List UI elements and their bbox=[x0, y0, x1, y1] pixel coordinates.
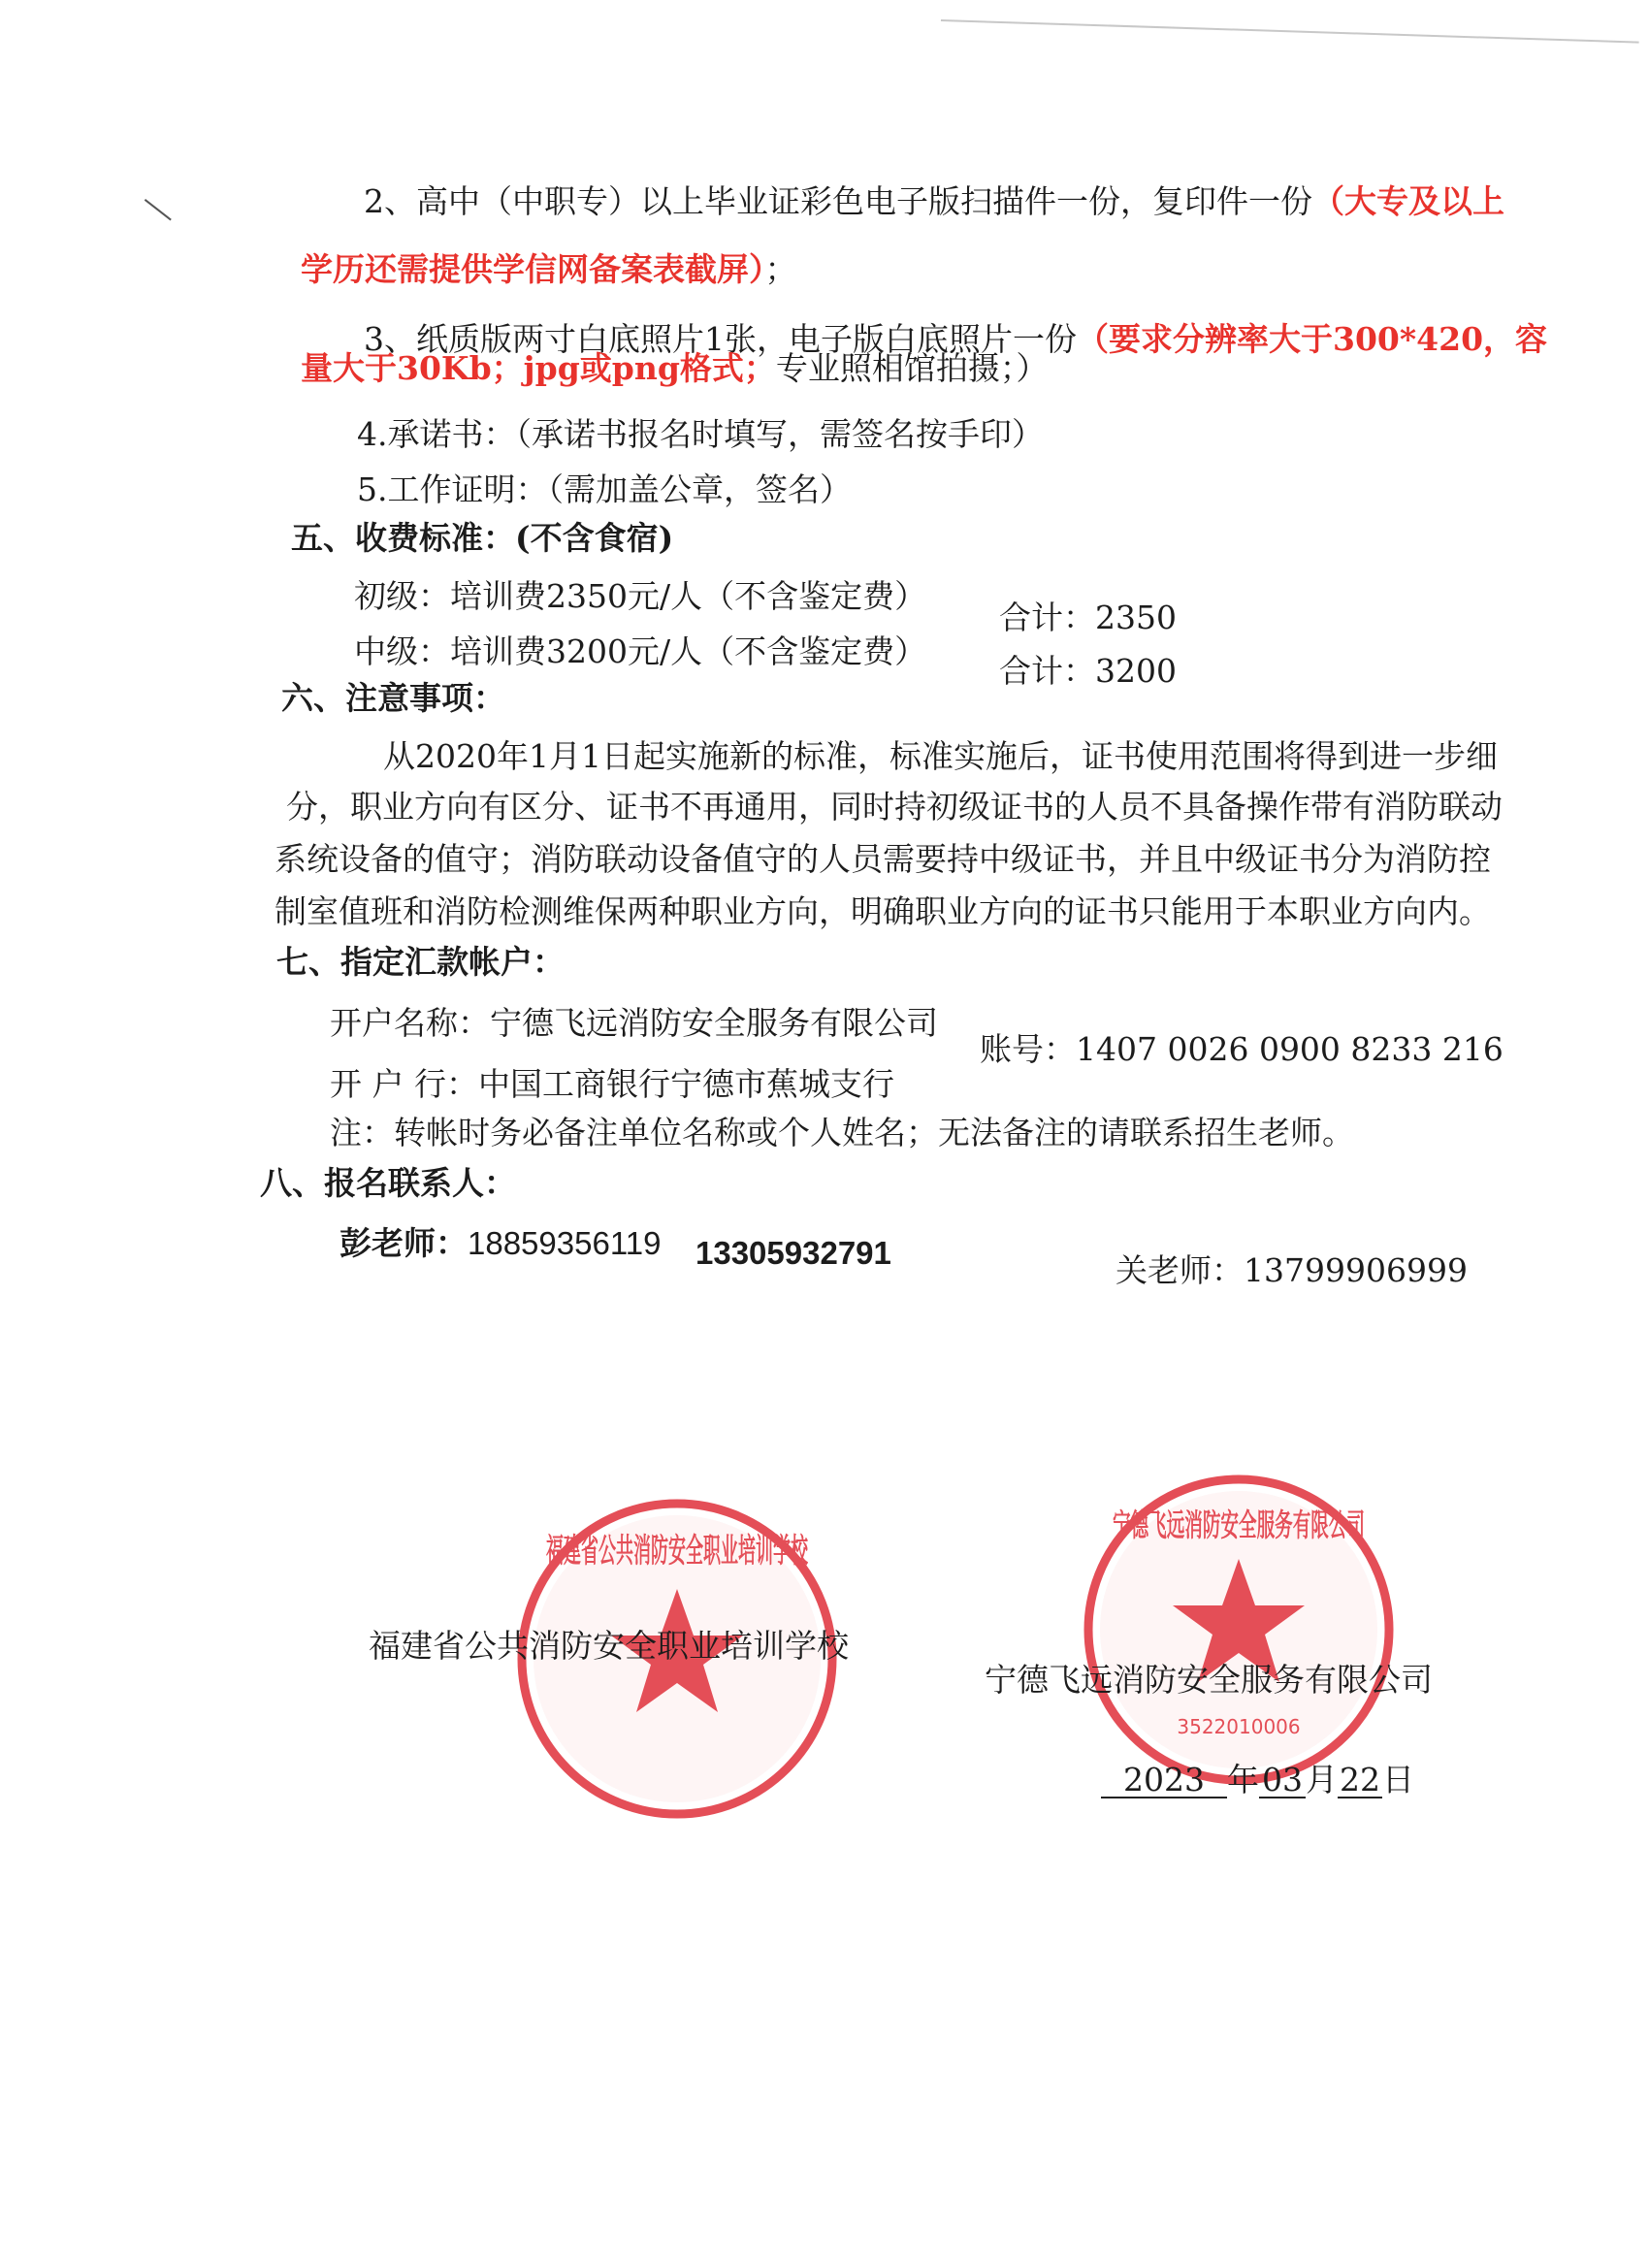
notice-line-4: 制室值班和消防检测维保两种职业方向，明确职业方向的证书只能用于本职业方向内。 bbox=[275, 892, 1491, 930]
company-stamp-text: 宁德飞远消防安全服务有限公司 bbox=[1113, 1507, 1365, 1543]
scan-mark bbox=[145, 199, 172, 221]
sign-date bbox=[1101, 1761, 1414, 1799]
item2-end: ； bbox=[764, 250, 797, 288]
item2-red-note: （大专及以上 bbox=[1312, 182, 1504, 220]
item3-line2 bbox=[301, 349, 1048, 388]
item5-line: 5.工作证明：（需加盖公章，签名） bbox=[357, 470, 852, 508]
date-month: 03 bbox=[1259, 1764, 1306, 1798]
item3-red-note-cont: 量大于30Kb；jpg或png格式； bbox=[301, 349, 776, 387]
fees-heading: 五、收费标准：(不含食宿) bbox=[291, 519, 674, 557]
contact-peng-label: 彭老师： bbox=[340, 1224, 468, 1262]
date-day: 22 bbox=[1340, 1761, 1380, 1798]
item4-line: 4.承诺书：（承诺书报名时填写，需签名按手印） bbox=[357, 415, 1044, 453]
account-name: 开户名称：宁德飞远消防安全服务有限公司 bbox=[330, 1004, 938, 1042]
notice-line-3: 系统设备的值守；消防联动设备值守的人员需要持中级证书，并且中级证书分为消防控 bbox=[275, 840, 1491, 878]
date-year-suffix: 年 bbox=[1227, 1761, 1259, 1798]
contact-peng-phone2: 13305932791 bbox=[695, 1235, 891, 1271]
item3-red-note: （要求分辨率大于300*420，容 bbox=[1077, 320, 1548, 358]
contact-peng bbox=[340, 1224, 661, 1263]
item2-text: 2、高中（中职专）以上毕业证彩色电子版扫描件一份，复印件一份 bbox=[364, 182, 1312, 220]
account-heading: 七、指定汇款帐户： bbox=[276, 943, 565, 981]
item3-end: 专业照相馆拍摄；） bbox=[775, 349, 1049, 387]
notice-line-1: 从2020年1月1日起实施新的标准，标准实施后，证书使用范围将得到进一步细 bbox=[383, 737, 1498, 775]
notice-line-2: 分，职业方向有区分、证书不再通用，同时持初级证书的人员不具备操作带有消防联动 bbox=[286, 788, 1503, 826]
fee-junior-total: 合计：2350 bbox=[999, 599, 1177, 636]
company-stamp-code: 3522010006 bbox=[1177, 1715, 1301, 1738]
account-number: 账号：1407 0026 0900 8233 216 bbox=[980, 1030, 1504, 1068]
scan-edge-line bbox=[941, 19, 1639, 44]
account-bank: 开 户 行：中国工商银行宁德市蕉城支行 bbox=[330, 1065, 894, 1103]
contact-guan-text: 关老师：13799906999 bbox=[1116, 1251, 1468, 1289]
date-month-suffix: 月 bbox=[1306, 1761, 1338, 1798]
fee-junior: 初级：培训费2350元/人（不含鉴定费） bbox=[354, 577, 927, 615]
fee-middle: 中级：培训费3200元/人（不含鉴定费） bbox=[354, 632, 927, 670]
contacts-heading: 八、报名联系人： bbox=[260, 1164, 516, 1202]
item2-line1 bbox=[364, 182, 1504, 221]
fee-middle-total: 合计：3200 bbox=[999, 652, 1177, 690]
contact-guan bbox=[1116, 1251, 1468, 1290]
school-stamp-text: 福建省公共消防安全职业培训学校 bbox=[546, 1532, 809, 1571]
date-year: 2023 bbox=[1101, 1764, 1227, 1798]
company-stamp bbox=[1079, 1470, 1399, 1790]
item2-red-note-cont: 学历还需提供学信网备案表截屏） bbox=[301, 250, 765, 288]
date-day-suffix: 日 bbox=[1382, 1761, 1414, 1798]
contact-peng-phone1: 18859356119 bbox=[468, 1225, 662, 1261]
company-signature: 宁德飞远消防安全服务有限公司 bbox=[985, 1661, 1433, 1699]
account-note: 注：转帐时务必备注单位名称或个人姓名；无法备注的请联系招生老师。 bbox=[330, 1114, 1354, 1151]
item3-text: 3、纸质版两寸白底照片1张，电子版白底照片一份 bbox=[364, 320, 1077, 358]
item2-line2 bbox=[301, 250, 797, 289]
school-signature: 福建省公共消防安全职业培训学校 bbox=[369, 1627, 849, 1665]
notice-heading: 六、注意事项： bbox=[281, 679, 505, 717]
